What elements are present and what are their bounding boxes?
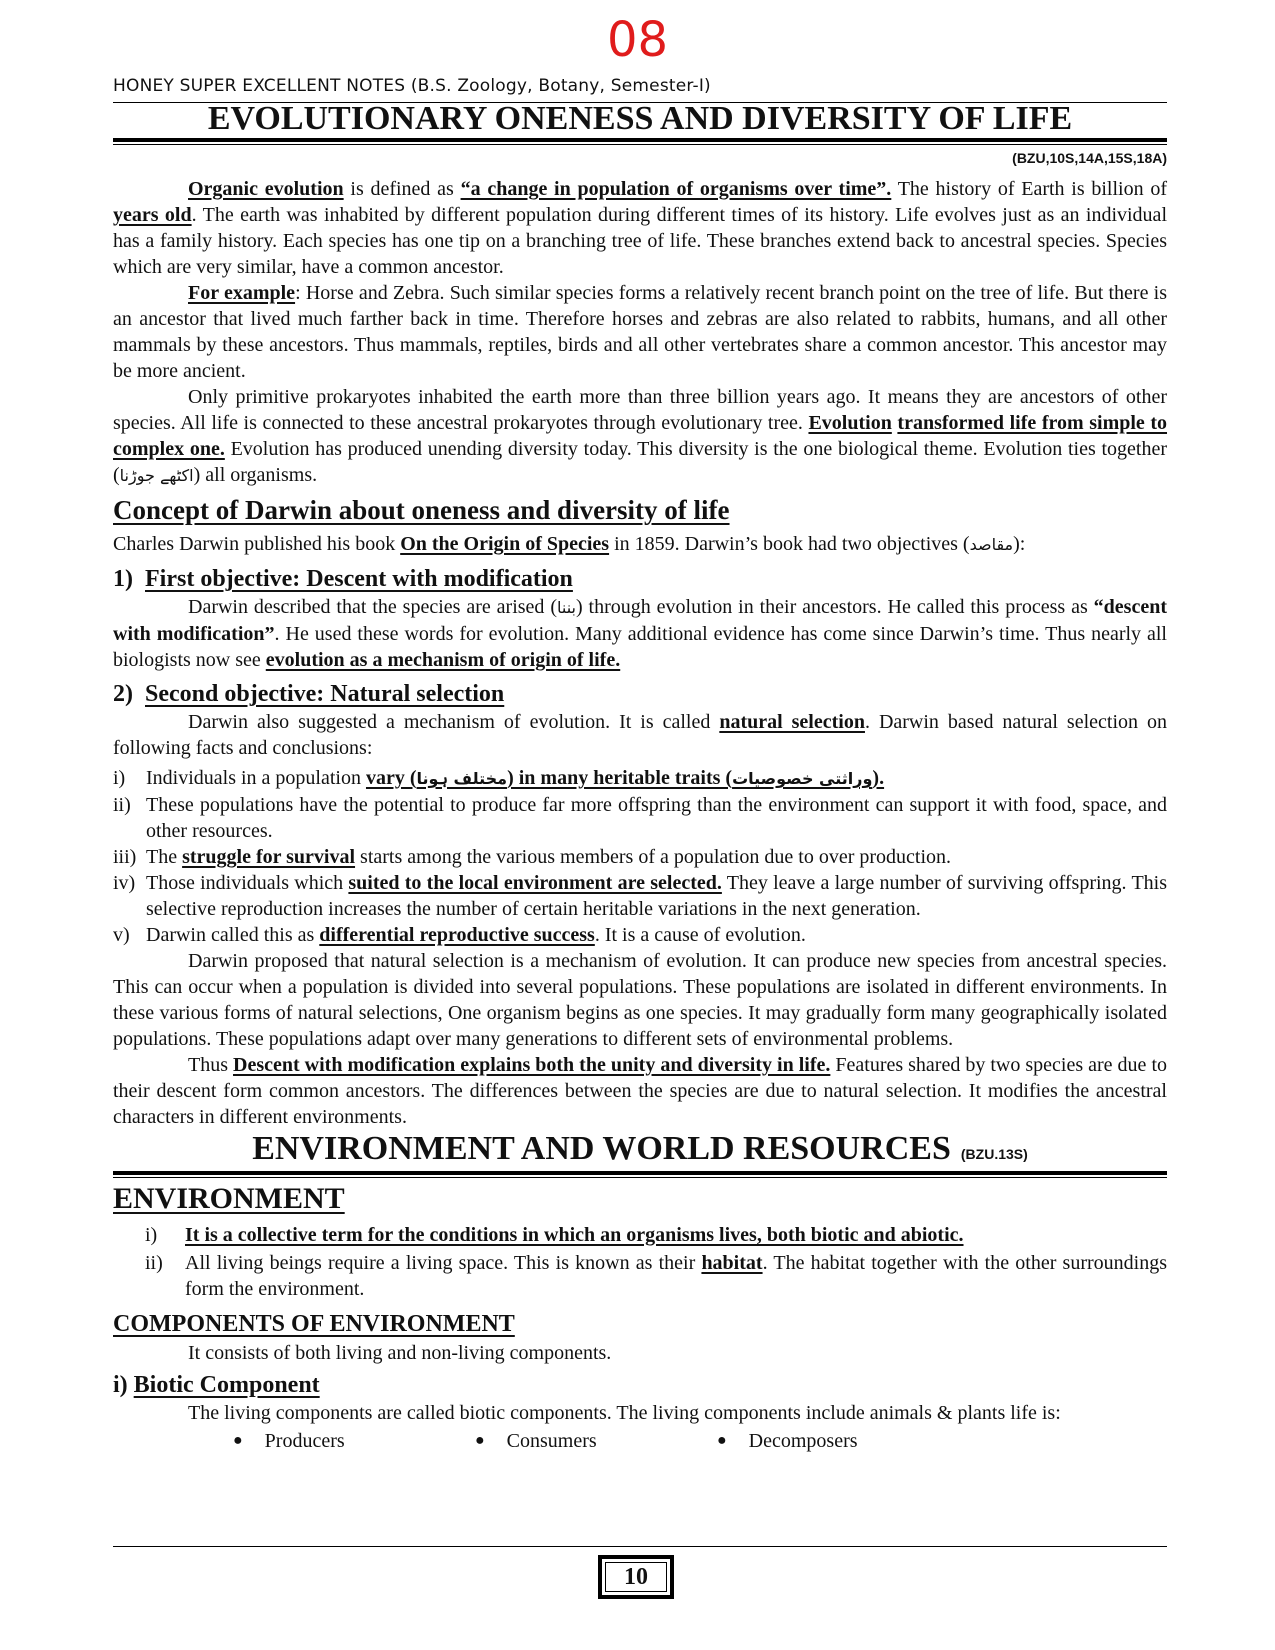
environment-double-rule — [113, 1171, 1167, 1178]
objective-title: Second objective: Natural selection — [145, 681, 505, 707]
list-marker: v) — [113, 924, 130, 946]
list-item — [113, 765, 1167, 792]
exam-reference: (BZU,10S,14A,15S,18A) — [1012, 150, 1167, 166]
list-marker: iii) — [113, 846, 137, 868]
definition-quote: “a change in population of organisms over time”. — [460, 178, 892, 200]
bullet-dot-icon: ● — [717, 1432, 727, 1449]
text-span: : Horse and Zebra. Such similar species forms a relatively recent branch point on the tree of life. But there is an ancestor that lived much farther back in time. Therefore horses and zebras are also related to rabbits, humans, and all other mammals by these ancestors. Thus mammals, reptiles, birds and all other vertebrates share a common ancestor. This ancestor may be more ancient. — [113, 282, 1168, 382]
urdu-gloss: بننا — [557, 598, 576, 617]
bullet-label: Consumers — [506, 1430, 597, 1452]
text-span: ) in many heritable traits ( — [507, 767, 733, 789]
term-transformed-life: transformed life from simple to complex one. — [113, 412, 1168, 460]
running-head-sub: (B.S. Zoology, Botany, Semester-I) — [410, 76, 711, 96]
objective-number: 1) — [113, 566, 133, 592]
text-span: Darwin also suggested a mechanism of evolution. It is called — [188, 711, 720, 733]
text-span: . The earth was inhabited by different population during different times of its history. Life evolves just as an individual has a family history. Each species has one tip on a branching tree of life. These branches extend back to ancestral species. Species which are very similar, have a common ancestor. — [113, 204, 1167, 278]
list-item — [113, 792, 1167, 844]
text-span: Evolution has produced unending diversity today. This diversity is the one biological theme. Evolution ties together ( — [113, 438, 1168, 486]
term-evolution-mechanism: evolution as a mechanism of origin of life. — [265, 649, 621, 671]
term-struggle: struggle for survival — [182, 846, 356, 868]
list-item — [113, 1250, 1167, 1302]
page-number-box — [598, 1555, 674, 1599]
urdu-gloss: مقاصد — [969, 535, 1014, 554]
text-span: . He used these words for evolution. Many additional evidence has come since Darwin’s time. Thus nearly all biologists now see — [113, 623, 1167, 671]
bullet-label: Decomposers — [748, 1430, 858, 1452]
text-span: Individuals in a population — [146, 767, 366, 789]
term-organic-evolution: Organic evolution — [188, 178, 344, 200]
text-span: . Darwin based natural selection on following facts and conclusions: — [113, 711, 1167, 759]
text-span: Features shared by two species are due to their descent form common ancestors. The differences between the species are due to natural selection. It modifies the ancestral characters in different environments. — [113, 1054, 1168, 1128]
components-text: It consists of both living and non-living components. — [188, 1342, 612, 1364]
urdu-gloss: مختلف ہونا — [416, 769, 508, 788]
biotic-title: Biotic Component — [133, 1372, 320, 1398]
page-label-top: 08 — [606, 12, 669, 68]
text-span: . It is a cause of evolution. — [594, 924, 806, 946]
text-span: ) all organisms. — [193, 464, 318, 486]
text-span: in 1859. Darwin’s book had two objectives ( — [609, 533, 970, 555]
running-header — [113, 76, 711, 96]
paragraph-prokaryotes — [113, 384, 1167, 489]
darwin-heading-text: Concept of Darwin about oneness and diversity of life — [113, 495, 730, 525]
list-item — [113, 870, 1167, 922]
environment-title-block — [113, 1130, 1167, 1167]
text-span: Thus — [188, 1054, 234, 1076]
biotic-text: The living components are called biotic components. The living components include animals & plants life is: — [188, 1402, 1061, 1424]
environment-title: ENVIRONMENT AND WORLD RESOURCES — [252, 1130, 951, 1167]
list-marker: ii) — [113, 794, 131, 816]
text-span: ) through evolution in their ancestors. He called this process as — [575, 596, 1094, 618]
exam-reference: (BZU.13S) — [960, 1146, 1028, 1162]
objective-title: First objective: Descent with modification — [145, 566, 573, 592]
title-double-rule — [113, 138, 1167, 145]
darwin-heading — [113, 493, 1167, 527]
text-span: is defined as — [343, 178, 461, 200]
main-title: EVOLUTIONARY ONENESS AND DIVERSITY OF LIFE — [207, 100, 1073, 137]
page-content — [113, 176, 1167, 1454]
biotic-heading — [113, 1370, 1167, 1400]
list-marker: ii) — [145, 1252, 163, 1274]
paragraph-natural-selection — [113, 709, 1167, 761]
list-item — [113, 922, 1167, 948]
bullet-dot-icon: ● — [475, 1432, 485, 1449]
text-span: Those individuals which — [146, 872, 349, 894]
list-marker: i) — [145, 1224, 158, 1246]
bullet-item — [717, 1428, 959, 1454]
book-title: On the Origin of Species — [400, 533, 610, 555]
paragraph-descent — [113, 594, 1167, 673]
text-span: Only primitive prokaryotes inhabited the earth more than three billion years ago. It means they are ancestors of other species. All life is connected to these ancestral prokaryotes through evolutionary tree. — [113, 386, 1167, 434]
paragraph-darwin-intro — [113, 531, 1167, 558]
paragraph-organic-evolution — [113, 176, 1167, 280]
text-span: The history of Earth is billion of — [891, 178, 1167, 200]
list-item — [113, 844, 1167, 870]
term-unity-diversity: Descent with modification explains both the unity and diversity in life. — [233, 1054, 831, 1076]
term-natural-selection: natural selection — [719, 711, 865, 733]
environment-heading: ENVIRONMENT — [113, 1182, 345, 1215]
text-span: vary ( — [365, 767, 417, 789]
text-span: Darwin described that the species are arised ( — [188, 596, 557, 618]
term-for-example: For example — [188, 282, 296, 304]
list-marker: i) — [113, 767, 126, 789]
environment-list — [113, 1222, 1167, 1302]
paragraph-darwin-proposed: Darwin proposed that natural selection is a mechanism of evolution. It can produce new species from ancestral species. This can occur when a population is divided into several populations. These populations are isolated in different environments. In these various forms of natural selections, One organism begins as one species. It may gradually form many geographically isolated populations. These populations adapt over many generations to different sets of environmental problems. — [113, 950, 1167, 1050]
list-marker: iv) — [113, 872, 136, 894]
biotic-bullets — [113, 1428, 1167, 1454]
running-head-main: HONEY SUPER EXCELLENT NOTES — [113, 76, 406, 96]
text-span: ). — [872, 767, 885, 789]
term-suited: suited to the local environment are selected. — [348, 872, 722, 894]
paragraph-unity-diversity — [113, 1052, 1167, 1130]
term-habitat: habitat — [701, 1252, 763, 1274]
text-span: Charles Darwin published his book — [113, 533, 401, 555]
page-number: 10 — [605, 1562, 667, 1592]
term-differential: differential reproductive success — [319, 924, 595, 946]
facts-list — [113, 765, 1167, 948]
urdu-gloss: اکٹھے جوڑنا — [119, 466, 194, 485]
text-span: These populations have the potential to produce far more offspring than the environment can support it with food, space, and other resources. — [146, 794, 1167, 842]
term-descent-with-modification: “descent with modification” — [113, 596, 1167, 645]
text-span: They leave a large number of surviving offspring. This selective reproduction increases the number of certain heritable variations in the next generation. — [146, 872, 1167, 920]
text-span: Darwin called this as — [146, 924, 320, 946]
components-heading: COMPONENTS OF ENVIRONMENT — [113, 1311, 515, 1337]
text-span: ): — [1013, 533, 1026, 555]
text-span: . The habitat together with the other surroundings form the environment. — [185, 1252, 1167, 1300]
objective-2-heading — [113, 679, 1167, 709]
urdu-gloss: وراثتی خصوصیات — [732, 769, 873, 788]
objective-1-heading — [113, 564, 1167, 594]
bullet-dot-icon: ● — [233, 1432, 243, 1449]
objective-number: 2) — [113, 681, 133, 707]
environment-definition: It is a collective term for the conditions in which an organisms lives, both biotic and abiotic. — [185, 1224, 964, 1246]
list-item — [113, 1222, 1167, 1248]
bullet-label: Producers — [264, 1430, 345, 1452]
bullet-item — [475, 1428, 717, 1454]
bullet-item — [233, 1428, 475, 1454]
text-span: starts among the various members of a population due to over production. — [355, 846, 952, 868]
term-years-old: years old — [113, 204, 192, 226]
biotic-number: i) — [113, 1372, 128, 1398]
text-span: All living beings require a living space. This is known as their — [185, 1252, 702, 1274]
text-span: The — [146, 846, 183, 868]
footer-rule — [113, 1546, 1167, 1547]
term-evolution: Evolution — [808, 412, 892, 434]
paragraph-example — [113, 280, 1167, 384]
